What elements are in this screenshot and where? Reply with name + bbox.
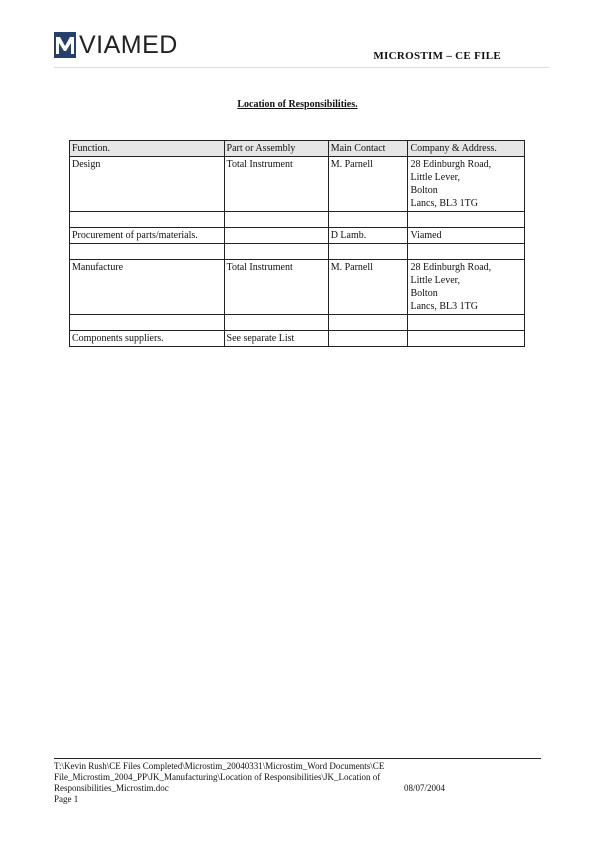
brand-name: VIAMED <box>79 31 178 59</box>
address-cell <box>408 331 525 347</box>
address-line: Viamed <box>410 230 442 241</box>
address-line: Lancs, BL3 1TG <box>410 301 478 312</box>
table-row <box>70 331 525 347</box>
function-cell: Components suppliers. <box>70 331 225 347</box>
function-cell: Manufacture <box>70 260 225 315</box>
part-cell: See separate List <box>224 331 328 347</box>
contact-cell: M. Parnell <box>328 260 408 315</box>
file-path-line: Responsibilities_Microstim.doc <box>54 783 169 793</box>
file-path-line: T:\Kevin Rush\CE Files Completed\Microstim_20040331\Microstim_Word Documents\CE <box>54 761 385 771</box>
responsibilities-table <box>69 140 525 347</box>
table-row <box>70 157 525 212</box>
file-path-line: File_Microstim_2004_PP\JK_Manufacturing\Location of Responsibilities\JK_Location of <box>54 772 381 782</box>
address-cell <box>408 228 525 244</box>
footer-date: 08/07/2004 <box>404 783 446 793</box>
part-cell <box>224 228 328 244</box>
address-cell <box>408 260 525 315</box>
footer-divider <box>54 758 541 759</box>
spacer-row <box>70 212 525 228</box>
table-header-row <box>70 141 525 157</box>
contact-cell: D Lamb. <box>328 228 408 244</box>
column-header: Part or Assembly <box>224 141 328 157</box>
viamed-logo <box>54 32 178 58</box>
page-title: Location of Responsibilities. <box>237 99 358 110</box>
address-line: Lancs, BL3 1TG <box>410 198 478 209</box>
address-line: Little Lever, <box>410 172 461 183</box>
address-line: Little Lever, <box>410 275 461 286</box>
address-line: 28 Edinburgh Road, <box>410 262 492 273</box>
column-header: Function. <box>70 141 225 157</box>
address-cell <box>408 157 525 212</box>
document-label: MICROSTIM – CE FILE <box>373 50 501 62</box>
spacer-row <box>70 244 525 260</box>
function-cell: Procurement of parts/materials. <box>70 228 225 244</box>
column-header: Main Contact <box>328 141 408 157</box>
part-cell: Total Instrument <box>224 157 328 212</box>
viamed-logo-mark-icon <box>54 32 76 58</box>
footer <box>54 761 454 805</box>
address-line: 28 Edinburgh Road, <box>410 159 492 170</box>
address-line: Bolton <box>410 185 438 196</box>
part-cell: Total Instrument <box>224 260 328 315</box>
spacer-row <box>70 315 525 331</box>
column-header: Company & Address. <box>408 141 525 157</box>
table-row <box>70 260 525 315</box>
address-line: Bolton <box>410 288 438 299</box>
page-number: Page 1 <box>54 794 79 804</box>
contact-cell: M. Parnell <box>328 157 408 212</box>
contact-cell <box>328 331 408 347</box>
table-row <box>70 228 525 244</box>
header-divider <box>54 67 549 68</box>
function-cell: Design <box>70 157 225 212</box>
